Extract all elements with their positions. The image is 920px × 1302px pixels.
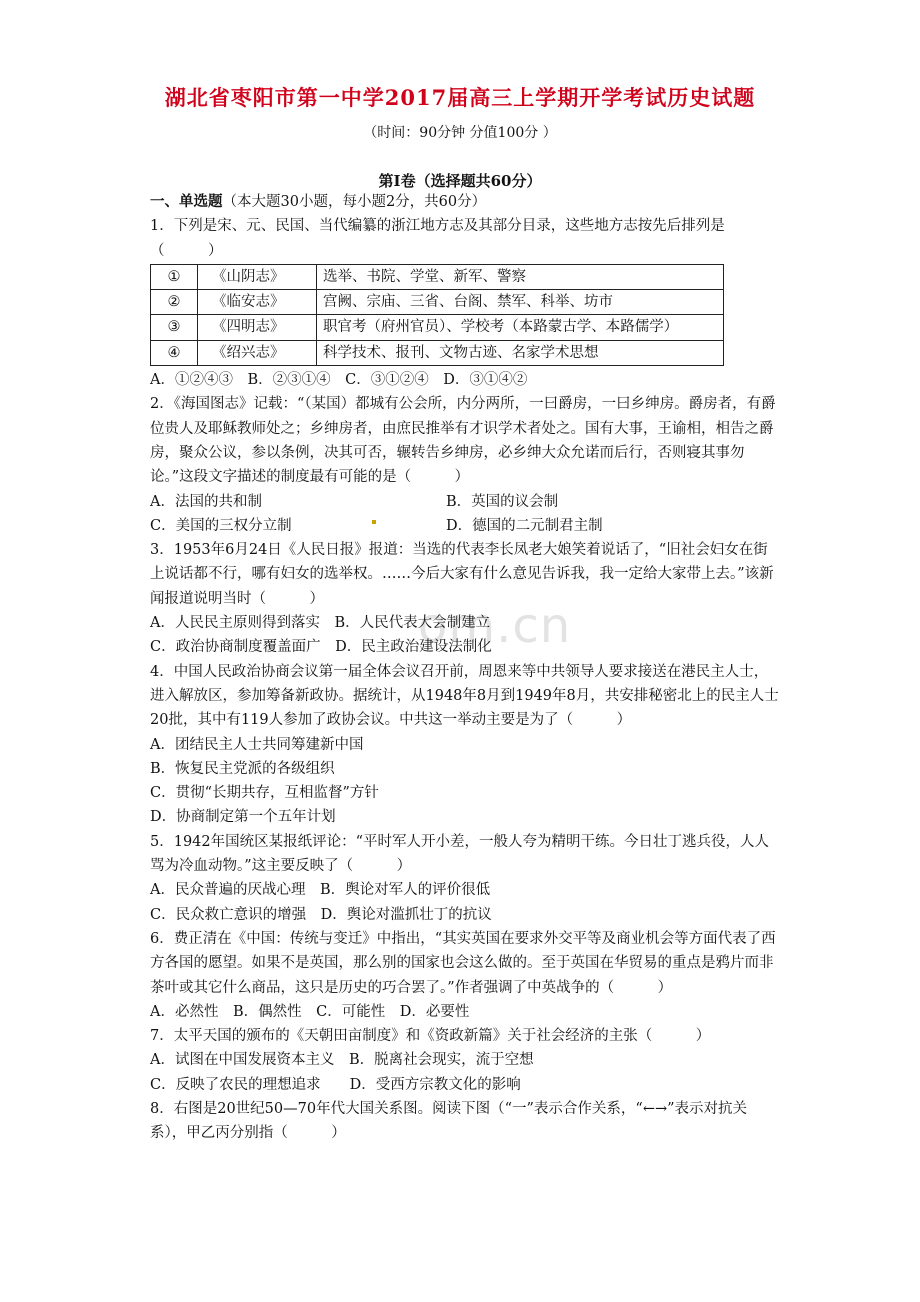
option-a: A．团结民主人士共同筹建新中国 xyxy=(150,736,364,753)
question-3-options-cd: C．政治协商制度覆盖面广 D．民主政治建设法制化 xyxy=(150,639,492,656)
question-8-stem: 8．右图是20世纪50—70年代大国关系图。阅读下图（“一”表示合作关系，“←→”表示对抗关系），甲乙丙分别指（ ） xyxy=(150,1100,748,1142)
table-row xyxy=(151,290,724,315)
option-d: D．协商制定第一个五年计划 xyxy=(150,809,336,826)
table-cell-book: 《四明志》 xyxy=(198,315,317,340)
table-cell-no: ③ xyxy=(151,315,198,340)
table-cell-no: ① xyxy=(151,264,198,289)
table-cell-content: 科学技术、报刊、文物古迹、名家学术思想 xyxy=(317,340,724,365)
table-cell-content: 选举、书院、学堂、新军、警察 xyxy=(317,264,724,289)
table-row xyxy=(151,264,724,289)
watermark-text: om.cn xyxy=(418,598,572,654)
question-5-options-ab: A．民众普遍的厌战心理 B．舆论对军人的评价很低 xyxy=(150,882,491,899)
question-2-stem: 2．《海国图志》记载：“（某国）都城有公会所，内分两所，一曰爵房，一曰乡绅房。爵房者，有爵位贵人及耶稣教师处之；乡绅房者，由庶民推举有才识学术者处之。国有大事，王谕相，相告之爵房，聚众公议，参以条例，决其可否，辗转告乡绅房，必乡绅大众允诺而后行，否则寝其事勿论。”这段文字描述的制度最有可能的是（ ） xyxy=(150,396,776,486)
table-cell-no: ② xyxy=(151,290,198,315)
question-3-stem: 3．1953年6月24日《人民日报》报道：当选的代表李长凤老大娘笑着说话了，“旧社会妇女在街上说话都不行，哪有妇女的选举权。……今后大家有什么意见告诉我，我一定给大家带上去。”该新闻报道说明当时（ ） xyxy=(150,542,774,607)
part-heading-rest: （本大题30小题，每小题2分，共60分） xyxy=(222,194,487,210)
part-heading-bold: 一、单选题 xyxy=(150,193,223,210)
question-5-stem: 5．1942年国统区某报纸评论：“平时军人开小差，一般人夸为精明干练。今日壮丁逃兵役，人人骂为冷血动物。”这主要反映了（ ） xyxy=(150,833,770,875)
part-heading xyxy=(150,190,782,214)
question-1-options: A．①②④③ B．②③①④ C．③①②④ D．③①④② xyxy=(150,372,528,389)
question-7-options-ab: A．试图在中国发展资本主义 B．脱离社会现实，流于空想 xyxy=(150,1052,534,1069)
question-2-options-cd xyxy=(150,514,782,538)
question-5-options-cd: C．民众救亡意识的增强 D．舆论对滥抓壮丁的抗议 xyxy=(150,906,492,923)
option-c: C．美国的三权分立制 xyxy=(150,517,292,534)
exam-time-score: （时间：90分钟 分值100分 ） xyxy=(363,125,557,141)
table-row xyxy=(151,315,724,340)
table-cell-book: 《山阴志》 xyxy=(198,264,317,289)
table-cell-book: 《绍兴志》 xyxy=(198,340,317,365)
table-cell-book: 《临安志》 xyxy=(198,290,317,315)
question-1-stem: 1．下列是宋、元、民国、当代编纂的浙江地方志及其部分目录，这些地方志按先后排列是（ ） xyxy=(150,218,725,259)
option-b: B．英国的议会制 xyxy=(446,493,559,510)
section-heading: 第Ⅰ卷（选择题共60分） xyxy=(378,172,542,190)
gazetteer-table xyxy=(150,264,724,366)
question-6-stem: 6．费正清在《中国：传统与变迁》中指出，“其实英国在要求外交平等及商业机会等方面代表了西方各国的愿望。如果不是英国，那么别的国家也会这么做的。至于英国在华贸易的重点是鸦片而非茶叶或其它什么商品，这只是历史的巧合罢了。”作者强调了中英战争的（ ） xyxy=(150,930,776,996)
question-7-options-cd: C．反映了农民的理想追求 D．受西方宗教文化的影响 xyxy=(150,1076,521,1093)
question-4-stem: 4．中国人民政治协商会议第一届全体会议召开前，周恩来等中共领导人要求接送在港民主人士，进入解放区，参加筹备新政协。据统计，从1948年8月到1949年8月，共安排秘密北上的民主人士20批，其中有119人参加了政协会议。中共这一举动主要是为了（ ） xyxy=(150,663,779,729)
exam-title: 湖北省枣阳市第一中学2017届高三上学期开学考试历史试题 xyxy=(164,85,756,110)
question-6-options: A．必然性 B．偶然性 C．可能性 D．必要性 xyxy=(150,1003,470,1020)
table-cell-content: 职官考（府州官员）、学校考（本路蒙古学、本路儒学） xyxy=(317,315,724,340)
option-c: C．贯彻“长期共存，互相监督”方针 xyxy=(150,785,379,802)
question-3-options-ab: A．人民民主原则得到落实 B．人民代表大会制建立 xyxy=(150,615,491,632)
option-d: D．德国的二元制君主制 xyxy=(446,517,603,534)
table-cell-content: 宫阙、宗庙、三省、台阁、禁军、科举、坊市 xyxy=(317,290,724,315)
table-row xyxy=(151,340,724,365)
option-a: A．法国的共和制 xyxy=(150,493,262,510)
question-7-stem: 7．太平天国的颁布的《天朝田亩制度》和《资政新篇》关于社会经济的主张（ ） xyxy=(150,1028,711,1045)
question-list xyxy=(150,190,782,1146)
table-cell-no: ④ xyxy=(151,340,198,365)
question-2-options-ab xyxy=(150,490,782,514)
option-b: B．恢复民主党派的各级组织 xyxy=(150,760,335,777)
